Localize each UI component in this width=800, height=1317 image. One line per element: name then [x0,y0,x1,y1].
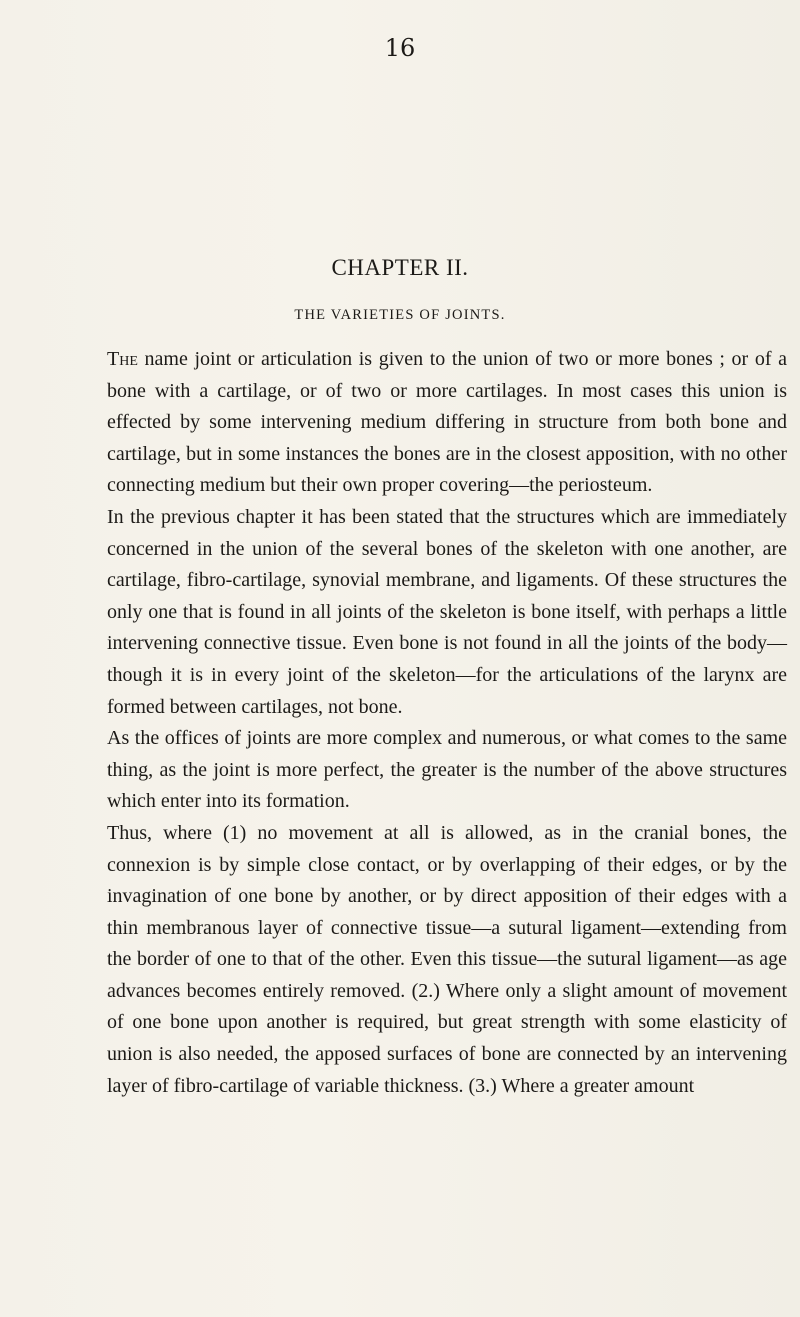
chapter-title: CHAPTER II. [331,255,469,280]
paragraph-text: In the previous chapter it has been stated that the structures which are immediately concerned in the union of the several bones of the skeleton with one another, are cartilage, fibro-cartilage, synovial membrane, and ligaments. Of these structures the only one that is found in all joints of the skeleton is bone itself, with perhaps a little intervening connective tissue. Even bone is not found in all the joints of the body—though it is in every joint of the skeleton—for the articulations of the larynx are formed between cartilages, not bone. [107,505,787,718]
paragraph [107,344,787,502]
paragraph [107,502,787,723]
body-text [107,344,787,1102]
paragraph-text: Thus, where (1) no movement at all is allowed, as in the cranial bones, the connexion is by simple close contact, or by overlapping of their edges, or by the invagination of one bone by another, or by direct apposition of their edges with a thin membranous layer of connective tissue—a sutural ligament—extending from the border of one to that of the other. Even this tissue—the sutural ligament—as age advances becomes entirely removed. (2.) Where only a slight amount of movement of one bone upon another is required, but great strength with some elasticity of union is also needed, the apposed surfaces of bone are connected by an intervening layer of fibro-cartilage of variable thickness. (3.) Where a greater amount [107,821,787,1097]
page-number: 16 [384,34,416,62]
chapter-subtitle: THE VARIETIES OF JOINTS. [294,307,506,323]
paragraph [107,723,787,818]
paragraph-text: As the offices of joints are more complex and numerous, or what comes to the same thing, as the joint is more perfect, the greater is the number of the above structures which enter into its formation. [107,727,787,813]
paragraph-text: name joint or articulation is given to the union of two or more bones ; or of a bone with a cartilage, or of two or more cartilages. In most cases this union is effected by some intervening medium differing in structure from both bone and cartilage, but in some instances the bones are in the closest apposition, with no other connecting medium but their own proper covering—the periosteum. [107,348,787,497]
paragraph [107,818,787,1102]
paragraph-lead-word: The [107,348,138,370]
